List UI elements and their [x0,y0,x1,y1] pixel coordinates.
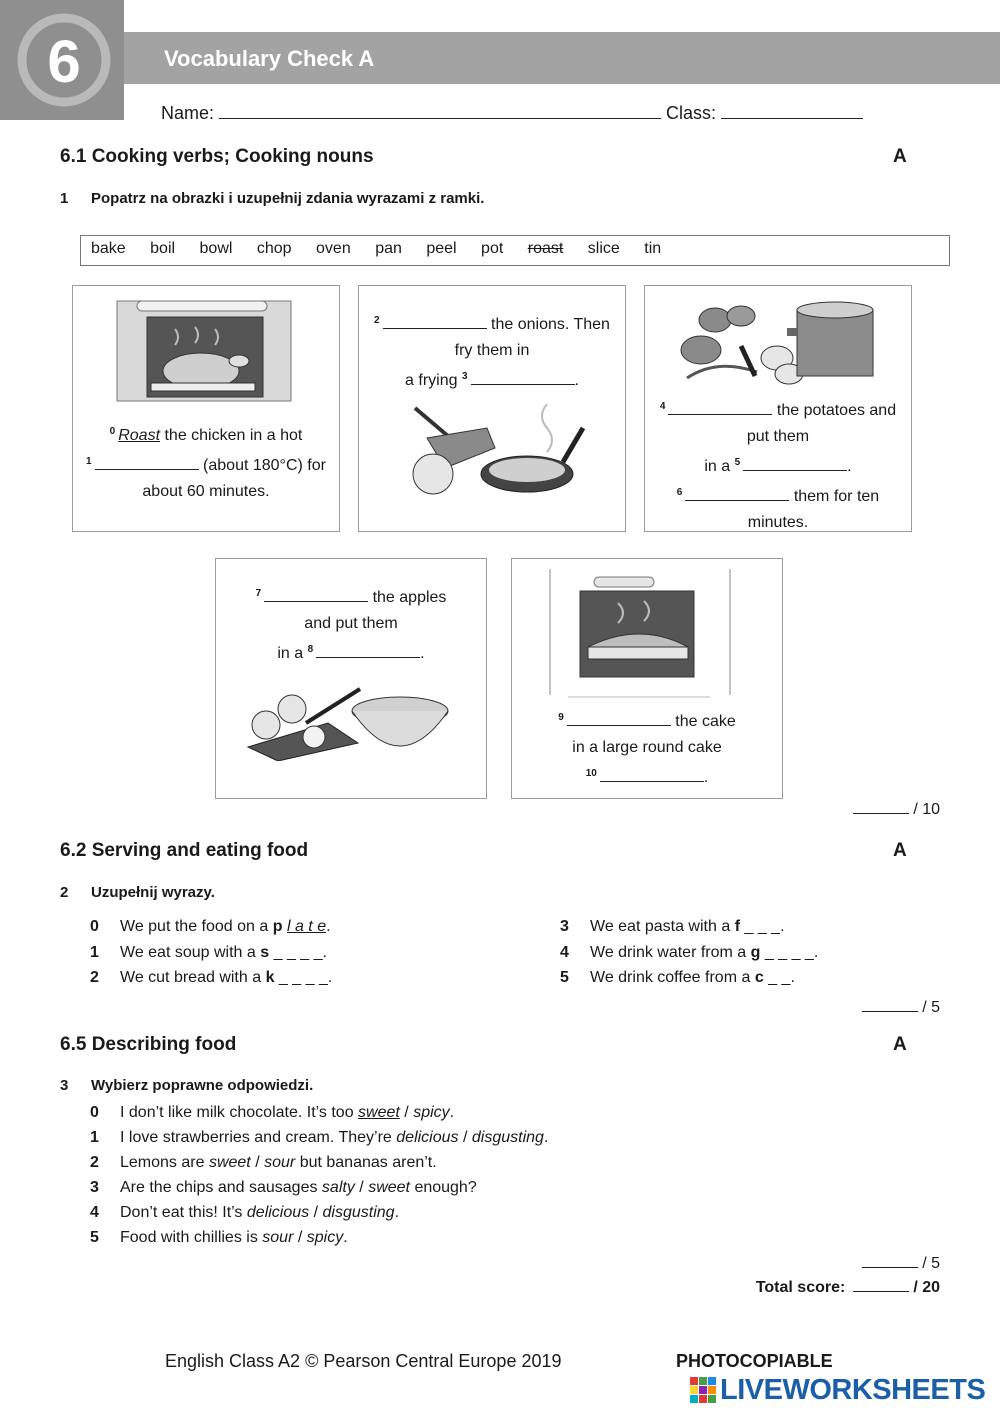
panel-cake-text: $^9$ the cake in a large round cake $^{10}$ . [558,712,736,786]
answer-blank-10[interactable] [600,768,704,782]
total-score: Total score: / 20 [755,1279,940,1296]
panel-roast-text: $^0$ Roast the chicken in a hot $^1$ (about 180°C) for about 60 minutes. [86,426,326,500]
example-answer: sweet [358,1104,400,1121]
answer-blank-1[interactable] [95,456,199,470]
option-b[interactable]: spicy [306,1229,344,1246]
option-b[interactable]: sour [264,1154,296,1171]
liveworksheets-logo[interactable] [690,1374,985,1406]
score-blank[interactable] [862,1254,918,1268]
word-bank-item-used: roast [527,240,564,257]
example-answer: Roast [118,427,161,444]
answer-blank-6[interactable] [685,487,789,501]
task-instruction-1: 1 Popatrz na obrazki i uzupełnij zdania wyrazami z ramki. [60,190,485,207]
section-level-cooking: A [893,146,907,167]
section-level-serving: A [893,840,907,861]
potatoes-pot-illustration [677,298,881,388]
unit-number: 6 [47,28,81,95]
name-label: Name: [161,103,215,123]
panel-apples-text: $^7$ the apples and put them in a $^8$ . [255,588,447,662]
brand-name: LIVEWORKSHEETS [720,1373,986,1406]
section-title-describing: 6.5 Describing food [60,1034,237,1055]
brand-grid-icon [690,1377,716,1403]
oven-chicken-illustration [115,299,293,403]
option-b[interactable]: disgusting [322,1204,395,1221]
score-blank[interactable] [853,800,909,814]
option-b[interactable]: sweet [368,1179,410,1196]
option-a[interactable]: sour [262,1229,294,1246]
section-title-serving: 6.2 Serving and eating food [60,840,309,861]
section-title-cooking: 6.1 Cooking verbs; Cooking nouns [60,146,374,167]
word-bank-item: pot [481,240,504,257]
answer-blank-3[interactable] [471,371,575,385]
word-bank-item: oven [316,240,351,257]
footer-copyright: English Class A2 © Pearson Central Europe 2019 [165,1351,562,1371]
option-b[interactable]: disgusting [471,1129,544,1146]
picture-panel-onions [358,285,626,532]
section-level-describing: A [893,1034,907,1055]
word-bank-item: bake [91,240,126,257]
name-class-row [161,103,863,124]
word-bank-item: chop [256,240,292,257]
picture-panel-potatoes [644,285,912,532]
word-bank-item: bowl [199,240,233,257]
answer-blank-5[interactable] [743,457,847,471]
answer-blank-2[interactable] [383,315,487,329]
example-answer: l a t e [286,918,327,935]
word-bank-item: peel [426,240,457,257]
section-score-serving: / 5 [862,998,940,1017]
name-field[interactable] [219,103,661,119]
answer-blank-7[interactable] [264,588,368,602]
picture-panel-cake [511,558,783,799]
task-instruction-3: 3 Wybierz poprawne odpowiedzi. [60,1077,314,1094]
option-a[interactable]: delicious [246,1204,310,1221]
answer-blank-4[interactable] [668,401,772,415]
section-score-describing: / 5 [862,1254,940,1273]
panel-onions-text: $^2$ the onions. Then fry them in a frying $^3$ . [374,315,610,389]
option-a[interactable]: salty [321,1179,355,1196]
unit-badge-graphic [0,0,124,120]
word-bank-item: boil [150,240,176,257]
header-bar [124,32,1000,84]
word-bank-item: slice [587,240,620,257]
picture-panel-apples [215,558,487,799]
word-bank [80,235,950,266]
oven-cake-illustration [548,569,734,701]
class-field[interactable] [721,103,863,119]
score-blank[interactable] [862,998,918,1012]
total-score-blank[interactable] [853,1278,909,1292]
onion-frying-pan-illustration [407,398,585,500]
panel-potatoes-text: $^4$ the potatoes and put them in a $^5$ . $^6$ them for ten minutes. [659,401,897,531]
picture-panel-roast [72,285,340,532]
unit-badge [0,0,124,120]
page-title: Vocabulary Check A [164,46,375,71]
word-bank-item: pan [375,240,402,257]
word-bank-item: tin [644,240,662,257]
apples-bowl-illustration [246,685,452,761]
task-instruction-2: 2 Uzupełnij wyrazy. [60,884,215,901]
option-a[interactable]: delicious [396,1129,459,1146]
class-label: Class: [666,103,717,123]
section-score-cooking: / 10 [853,800,940,819]
answer-blank-9[interactable] [567,712,671,726]
footer-photocopiable: PHOTOCOPIABLE [676,1351,833,1371]
answer-blank-8[interactable] [316,644,420,658]
option-a[interactable]: sweet [208,1154,251,1171]
